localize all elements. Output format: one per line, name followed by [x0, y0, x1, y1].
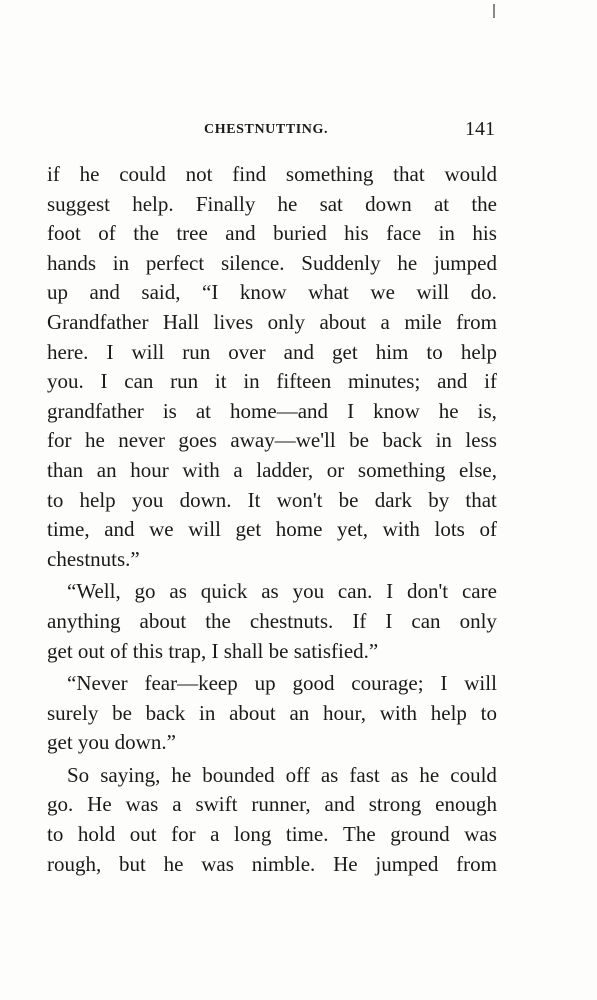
text-line: get out of this trap, I shall be satisfied.”: [47, 638, 379, 663]
text-line: you. I can run it in fifteen minutes; and if: [47, 369, 497, 394]
text-line: if he could not find something that would: [47, 162, 497, 186]
text-line: to help you down. It won't be dark by that: [47, 487, 497, 512]
text-line: time, and we will get home yet, with lots of: [47, 517, 497, 542]
text-line: “Well, go as quick as you can. I don't care: [67, 579, 497, 604]
text-line: suggest help. Finally he sat down at the: [47, 191, 497, 216]
text-line: chestnuts.”: [47, 546, 140, 571]
text-line: surely be back in about an hour, with help to: [47, 700, 497, 725]
paragraph: [47, 669, 497, 758]
text-line: Grandfather Hall lives only about a mile from: [47, 309, 497, 334]
paragraph: [47, 761, 497, 879]
text-line: go. He was a swift runner, and strong enough: [47, 792, 497, 817]
running-title: CHESTNUTTING.: [204, 122, 329, 137]
text-line: So saying, he bounded off as fast as he could: [67, 762, 497, 787]
body-text: [47, 160, 497, 882]
text-line: rough, but he was nimble. He jumped from: [47, 851, 497, 876]
text-line: grandfather is at home—and I know he is,: [47, 398, 497, 423]
scan-mark: [493, 4, 495, 18]
running-head: [47, 118, 497, 148]
paragraph: [47, 577, 497, 666]
text-line: “Never fear—keep up good courage; I will: [67, 671, 497, 696]
text-line: anything about the chestnuts. If I can only: [47, 608, 497, 633]
text-line: foot of the tree and buried his face in his: [47, 221, 497, 246]
text-line: here. I will run over and get him to help: [47, 339, 497, 364]
text-line: get you down.”: [47, 730, 176, 755]
text-line: to hold out for a long time. The ground was: [47, 822, 497, 847]
text-line: up and said, “I know what we will do.: [47, 280, 497, 305]
text-line: than an hour with a ladder, or something else,: [47, 457, 497, 482]
page-number: 141: [465, 118, 495, 140]
paragraph: [47, 160, 497, 574]
text-line: hands in perfect silence. Suddenly he jumped: [47, 250, 497, 275]
text-line: for he never goes away—we'll be back in less: [47, 428, 497, 453]
